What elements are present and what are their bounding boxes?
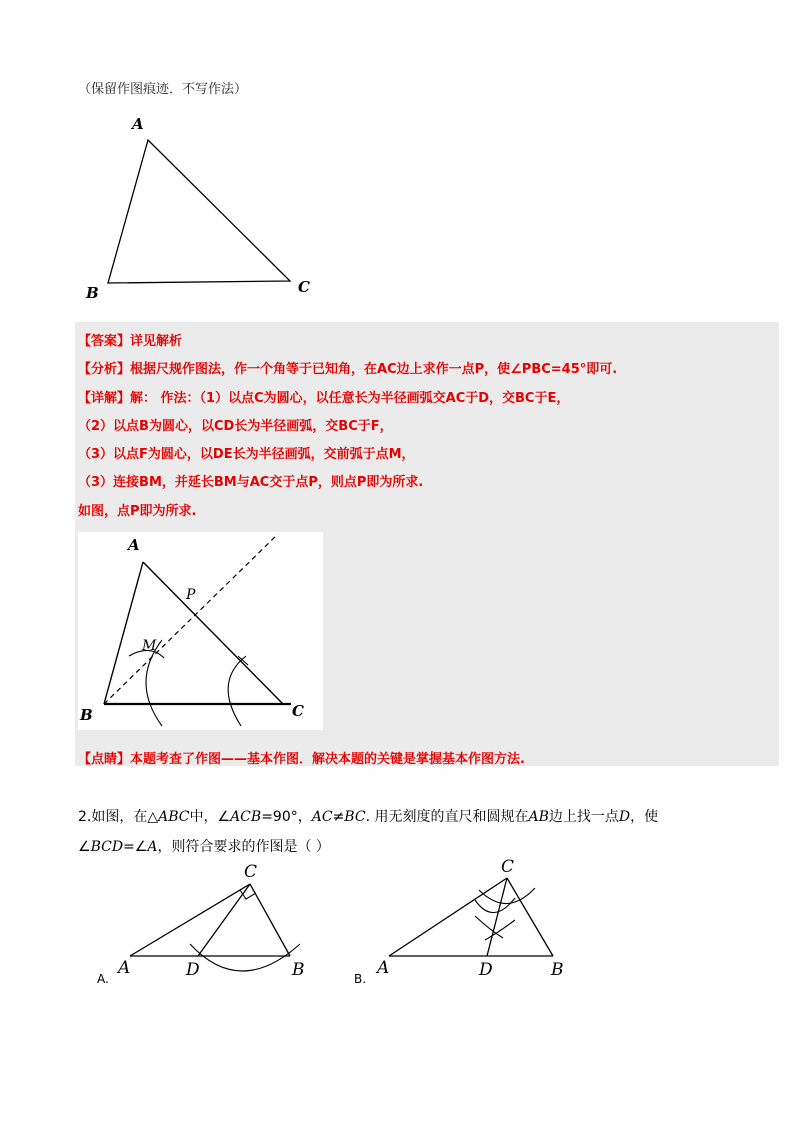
q2-text: 边上找一点 (548, 809, 619, 825)
option-b-figure (375, 858, 585, 988)
q2-math: BCD (90, 839, 124, 855)
step-4: （3）连接BM，并延长BM与AC交于点P，则点P即为所求. (78, 475, 424, 490)
option-b-letter[interactable]: B. (354, 972, 367, 986)
fig2-label-b: B (80, 706, 93, 724)
fig2-label-c: C (292, 702, 304, 720)
option-a-figure (110, 858, 330, 988)
q2-text: 中，∠ (189, 809, 231, 825)
fig2-label-m: M (142, 638, 157, 654)
q2-math: D (618, 809, 631, 825)
analysis-line (78, 358, 617, 377)
q2-text: =∠ (123, 839, 148, 855)
vertex-label-c: C (298, 278, 310, 296)
q2-text: ，使 (630, 809, 659, 825)
opt-b-label-c: C (501, 858, 515, 877)
option-a-letter[interactable]: A. (97, 972, 109, 986)
q2-math: ABC (158, 809, 190, 825)
opt-a-label-a: A (118, 958, 131, 978)
q2-math: AB (528, 809, 549, 825)
step-3: （3）以点F为圆心，以DE长为半径画弧，交前弧于点M， (78, 447, 415, 462)
fig2-label-p: P (186, 587, 196, 603)
q2-text: ∠ (78, 839, 91, 855)
conclusion: 如图，点P即为所求. (78, 504, 197, 519)
q2-text: 2.如图，在△ (78, 809, 159, 825)
detail-text: 解： 作法：（1）以点C为圆心，以任意长为半径画弧交AC于D，交BC于E， (130, 391, 570, 406)
comment-line (78, 748, 525, 767)
question-2-line-1 (78, 806, 658, 826)
q2-text: ，则符合要求的作图是（ ） (157, 839, 330, 855)
answer-line (78, 330, 182, 349)
opt-a-label-b: B (292, 960, 305, 980)
answer-tag: 【答案】 (78, 334, 131, 349)
construction-note: （保留作图痕迹．不写作法） (78, 82, 248, 97)
question-2-line-2 (78, 836, 330, 856)
analysis-tag: 【分析】 (78, 362, 131, 377)
opt-b-label-a: A (377, 958, 390, 978)
q2-text: . 用无刻度的直尺和圆规在 (365, 809, 529, 825)
opt-a-label-d: D (186, 960, 200, 980)
answer-text: 详见解析 (130, 334, 183, 349)
vertex-label-b: B (86, 284, 99, 302)
triangle-figure-1 (78, 108, 338, 308)
q2-math: AC (311, 809, 333, 825)
construction-figure (78, 532, 323, 730)
fig2-label-a: A (128, 536, 140, 554)
q2-math: ACB (230, 809, 262, 825)
comment-text: 本题考查了作图——基本作图．解决本题的关键是掌握基本作图方法. (130, 752, 525, 767)
q2-math: BC (344, 809, 366, 825)
detail-line (78, 387, 569, 406)
opt-a-label-c: C (244, 862, 258, 882)
q2-math: A (147, 839, 158, 855)
opt-b-label-b: B (551, 960, 564, 980)
opt-b-label-d: D (479, 960, 493, 980)
step-2: （2）以点B为圆心，以CD长为半径画弧，交BC于F， (78, 419, 393, 434)
comment-tag: 【点睛】 (78, 752, 131, 767)
analysis-text: 根据尺规作图法，作一个角等于已知角，在AC边上求作一点P，使∠PBC=45°即可. (130, 362, 618, 377)
q2-text: ≠ (332, 809, 345, 825)
vertex-label-a: A (132, 115, 144, 133)
q2-text: =90°， (261, 809, 312, 825)
construction-figure-box (78, 532, 323, 730)
detail-tag: 【详解】 (78, 391, 131, 406)
